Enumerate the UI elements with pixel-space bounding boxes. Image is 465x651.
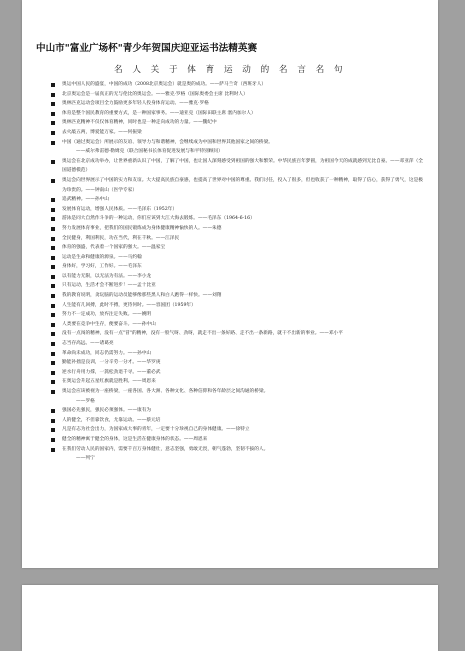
quote-text: 体育的强盛，代表着一个国家的强大。——温家宝 [62, 245, 166, 251]
quote-item [62, 128, 426, 138]
quote-text: 中国（通过奥运会）所展示的友谊、领导力与和谐精神，会继续成为中国和世界其他国家之间的桥梁。 [62, 139, 273, 145]
quote-text: 在我们劳动人民的国家内，需要千百万身体健壮，意志坚强，勇敢无畏，朝气蓬勃，坚韧不拔的人。 [62, 446, 269, 452]
square-bullet-icon [51, 112, 55, 116]
square-bullet-icon [51, 227, 55, 231]
quote-text: 逆水行舟用力撑，一篙松劲退千寻。——董必武 [62, 369, 161, 375]
quote-item [62, 291, 426, 301]
square-bullet-icon [51, 352, 55, 356]
square-bullet-icon [51, 419, 55, 423]
quote-item [62, 425, 426, 435]
quote-text: 努力发展体育事业，把我们的国民锻炼成为身体健康精神愉快的人。——朱德 [62, 225, 222, 231]
quote-text: 努力不一定成功，放弃注定失败。——姚明 [62, 312, 152, 318]
quote-text: 奥林匹克精神不仅仅体育精神，同时也是一种走向成功的力量。——魏纪中 [62, 120, 217, 126]
quote-item [62, 358, 426, 368]
quote-item [62, 243, 426, 253]
square-bullet-icon [51, 102, 55, 106]
quote-item [62, 301, 426, 311]
quote-item [62, 157, 426, 176]
quote-text: 运动是生命和健康的源泉。——马约翰 [62, 254, 142, 260]
quote-item [62, 406, 426, 416]
quote-item [62, 234, 426, 244]
quote-text: 人生能有几回搏，此时不搏，更待何时。——容国团（1959年） [62, 302, 196, 308]
quote-item [62, 253, 426, 263]
quote-item [62, 205, 426, 215]
quote-item [62, 377, 426, 387]
quote-item [62, 310, 426, 320]
quote-item [62, 138, 426, 157]
square-bullet-icon [51, 198, 55, 202]
quote-item [62, 339, 426, 349]
quote-item [62, 349, 426, 359]
quote-text: 凡是有志为社会出力，为国家成大事的青年，一定要十分珍视自己的身体健康。——徐特立 [62, 427, 250, 433]
quotes-list [62, 80, 426, 464]
square-bullet-icon [51, 342, 55, 346]
square-bullet-icon [51, 131, 55, 135]
square-bullet-icon [51, 438, 55, 442]
quote-item [62, 195, 426, 205]
quote-text: 没有一点闯的精神，没有一点"冒"的精神，没有一股气呀、劲呀，就走不出一条好路、走不出一条新路，就干不出新的事业。——邓小平 [62, 331, 343, 337]
square-bullet-icon [51, 93, 55, 97]
square-bullet-icon [51, 246, 55, 250]
quote-item [62, 90, 426, 100]
quote-item [62, 368, 426, 378]
page-title: 中山市"富业广场杯"青少年贺国庆迎亚运书法精英赛 [36, 43, 258, 54]
square-bullet-icon [51, 217, 55, 221]
square-bullet-icon [51, 160, 55, 164]
square-bullet-icon [51, 141, 55, 145]
quote-text: 革命尚未成功，同志仍需努力。——孙中山 [62, 350, 152, 356]
quote-item [62, 320, 426, 330]
quote-text: 人的健全，不但靠饮食，尤靠运动。——蔡元培 [62, 417, 161, 423]
quote-item [62, 99, 426, 109]
quote-item [62, 435, 426, 445]
quote-text: 强国必先强民，强民必须强体。——康有为 [62, 408, 152, 414]
quote-text: 发展体育运动，增强人民体质。——毛泽东（1952年） [62, 206, 178, 212]
square-bullet-icon [51, 284, 55, 288]
quote-item [62, 109, 426, 119]
quote-item [62, 387, 426, 406]
quote-item [62, 281, 426, 291]
square-bullet-icon [51, 380, 55, 384]
square-bullet-icon [51, 371, 55, 375]
quote-text: 全民健身，利国利民，功在当代，利在千秋。——江泽民 [62, 235, 180, 241]
next-page [22, 585, 438, 651]
quote-item [62, 80, 426, 90]
quote-text: 去火敲五两，博爱能万家。——何振梁 [62, 129, 142, 135]
quote-text: 游泳是同大自然作斗争的一种运动，你们应该到大江大海去锻炼。——毛泽东（1964-6-16） [62, 216, 255, 222]
section-title: 名 人 关 于 体 育 运 动 的 名 言 名 句 [114, 65, 346, 75]
quote-item [62, 176, 426, 195]
quote-text: 奥运会向世界展示了中国的实力和友谊。大大提高民族自豪感，也提高了世界对中国的尊重。我们讨任，投入了很多，但也收获了一种精神，取得了信心，获得了勇气，这是极为珍贵的。——钟南山（医学专家） [62, 177, 423, 193]
quote-item [62, 329, 426, 339]
square-bullet-icon [51, 294, 55, 298]
quote-text: 人类要在竞争中生存，便要奋斗。——孙中山 [62, 321, 156, 327]
square-bullet-icon [51, 237, 55, 241]
quote-text: 奥运会在北京成功举办，让世界重新认识了中国，了解了中国，也让国人深刻感受到祖国的强大和繁荣。中华民族百年梦圆，为祖国今天的成就感到无比自豪。——邓亚萍（全国道德模范） [62, 158, 423, 174]
quote-item [62, 224, 426, 234]
quote-text: 身体好，学习好，工作好。——毛泽东 [62, 264, 142, 270]
quote-text: 只有运动，生活才会不断进步！——孟十比亚 [62, 283, 156, 289]
quote-text: 奥运会应该被视为一座桥梁，一座各国、各大洲、各种文化、各种信仰和各年龄层之间沟通的桥梁。 [62, 389, 269, 394]
square-bullet-icon [51, 332, 55, 336]
square-bullet-icon [51, 121, 55, 125]
quote-text: 志当存高远。——诸葛亮 [62, 341, 114, 347]
quote-text: 我的教育说明，贪玩脑的运动员能够像那些黑人和白人跑得一样快。——刘翔 [62, 293, 222, 299]
quote-item [62, 272, 426, 282]
quote-text: 以有能力无限，以无法为有法。——李小龙 [62, 273, 152, 279]
square-bullet-icon [51, 275, 55, 279]
quote-item [62, 214, 426, 224]
quote-text: 北京奥运会是一届真正的无与伦比的奥运会。——雅克·罗格（国际奥委会主席 比利时人） [62, 91, 248, 97]
square-bullet-icon [51, 304, 55, 308]
quote-item [62, 445, 426, 464]
quote-text: 体育是整个国民教育的重要方式，是一种国家事务。——迪亚克（国际田联主席 塞内加尔人） [62, 110, 256, 116]
quote-text: 奥运中国人民的盛宴，中国的成功（2008北京奥运会）就是奥的成功。——萨马兰奇（西班牙人） [62, 82, 267, 87]
square-bullet-icon [51, 313, 55, 317]
square-bullet-icon [51, 179, 55, 183]
quote-attribution: ——罗格 [76, 398, 95, 404]
quote-text: 奥林匹克运动会项目全力鼓励更多年轻人投身体育运动。——雅克·罗格 [62, 101, 209, 107]
quote-item [62, 416, 426, 426]
square-bullet-icon [51, 323, 55, 327]
square-bullet-icon [51, 83, 55, 87]
square-bullet-icon [51, 409, 55, 413]
square-bullet-icon [51, 208, 55, 212]
quote-text: 追武精神。——孙中山 [62, 197, 109, 203]
quote-attribution: ——列宁 [76, 456, 95, 462]
square-bullet-icon [51, 390, 55, 394]
square-bullet-icon [51, 361, 55, 365]
square-bullet-icon [51, 265, 55, 269]
quote-attribution: ——威尔弗雷德·勒姆克（联合国秘书长体育促进发展与和平特别顾问） [76, 149, 223, 155]
square-bullet-icon [51, 448, 55, 452]
document-page [22, 0, 438, 568]
quote-text: 健全的精神寓于健全的身体，这是生活在健康身体的状态。——周恩来 [62, 436, 208, 442]
quote-text: 在奥运会升起五星红旗就是胜利。——周恩来 [62, 379, 156, 385]
quote-item [62, 118, 426, 128]
quote-item [62, 262, 426, 272]
square-bullet-icon [51, 256, 55, 260]
square-bullet-icon [51, 428, 55, 432]
quote-text: 勤能补拙是良训，一分辛劳一分才。——华罗庚 [62, 360, 161, 366]
